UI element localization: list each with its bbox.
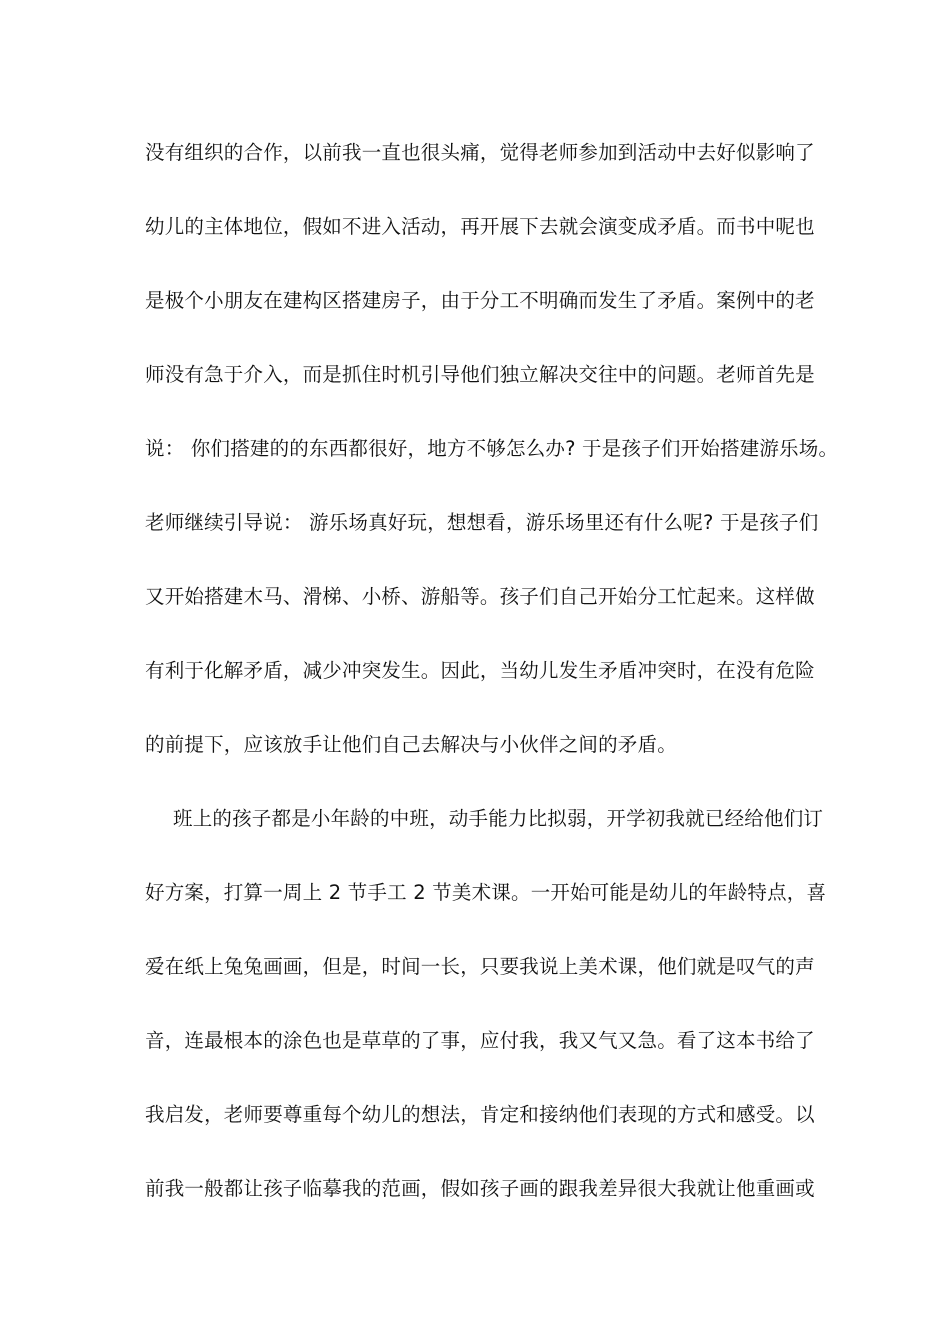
text-line: 好方案，打算一周上 2 节手工 2 节美术课。一开始可能是幼儿的年龄特点，喜 (145, 881, 827, 904)
text-line: 师没有急于介入，而是抓住时机引导他们独立解决交往中的问题。老师首先是 (145, 363, 815, 386)
text-line: 幼儿的主体地位，假如不进入活动，再开展下去就会演变成矛盾。而书中呢也 (145, 215, 815, 238)
text-line: 我启发，老师要尊重每个幼儿的想法，肯定和接纳他们表现的方式和感受。以 (145, 1103, 815, 1126)
body-text (145, 133, 839, 1243)
text-line: 音，连最根本的涂色也是草草的了事，应付我，我又气又急。看了这本书给了 (145, 1029, 815, 1052)
text-line: 前我一般都让孩子临摹我的范画，假如孩子画的跟我差异很大我就让他重画或 (145, 1177, 815, 1200)
text-line: 是极个小朋友在建构区搭建房子，由于分工不明确而发生了矛盾。案例中的老 (145, 289, 815, 312)
text-line: 爱在纸上兔兔画画，但是，时间一长，只要我说上美术课，他们就是叹气的声 (145, 955, 815, 978)
text-line: 老师继续引导说： 游乐场真好玩，想想看，游乐场里还有什么呢? 于是孩子们 (145, 511, 819, 534)
text-line: 的前提下，应该放手让他们自己去解决与小伙伴之间的矛盾。 (145, 733, 677, 756)
text-line: 说： 你们搭建的的东西都很好，地方不够怎么办? 于是孩子们开始搭建游乐场。 (145, 437, 839, 460)
text-line: 没有组织的合作，以前我一直也很头痛，觉得老师参加到活动中去好似影响了 (145, 141, 815, 164)
text-line: 有利于化解矛盾，减少冲突发生。因此，当幼儿发生矛盾冲突时，在没有危险 (145, 659, 815, 682)
paragraph-start-line: 班上的孩子都是小年龄的中班，动手能力比拟弱，开学初我就已经给他们订 (173, 807, 824, 830)
text-line: 又开始搭建木马、滑梯、小桥、游船等。孩子们自己开始分工忙起来。这样做 (145, 585, 815, 608)
